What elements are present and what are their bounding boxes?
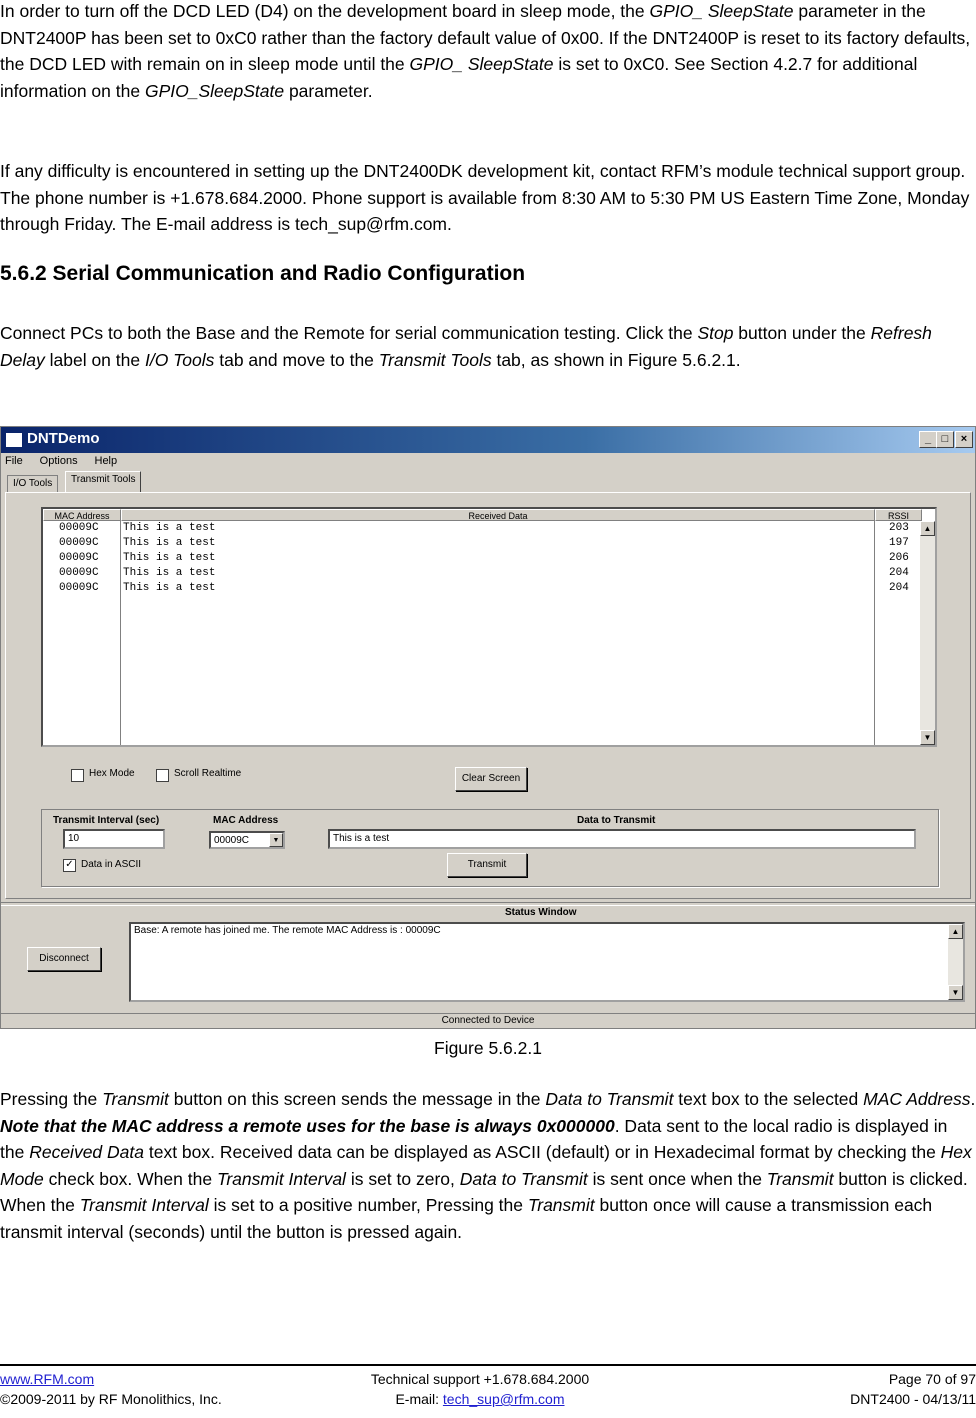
text-run: In order to turn off the DCD LED (D4) on the development board in sleep mode, the [0, 1, 650, 21]
scroll-up-icon[interactable]: ▲ [948, 924, 963, 939]
menu-bar [5, 455, 131, 471]
text-run: Connect PCs to both the Base and the Remote for serial communication testing. Click the [0, 323, 698, 343]
data-in-ascii-label: Data in ASCII [81, 859, 142, 870]
support-paragraph: If any difficulty is encountered in setting up the DNT2400DK development kit, contact RFM’s module technical support group. The phone number is +1.678.684.2000. Phone support is available from 8:30 AM to 5:30 PM US Eastern Time Zone, Monday through Friday. The E-mail address is tech_sup@rfm.com. [0, 161, 970, 234]
cell-data: This is a test [123, 582, 216, 594]
italic-term: Refresh Delay [0, 323, 932, 370]
italic-term: MAC Address [863, 1089, 971, 1109]
mac-address-label: MAC Address [213, 815, 279, 826]
email-link[interactable]: tech_sup@rfm.com [442, 1391, 565, 1407]
hex-mode-checkbox[interactable] [71, 769, 84, 782]
italic-term: Hex Mode [0, 1142, 972, 1189]
scroll-down-icon[interactable]: ▼ [948, 985, 963, 1000]
cell-data: This is a test [123, 522, 216, 534]
tab-io-tools[interactable]: I/O Tools [7, 475, 58, 492]
italic-term: Transmit Tools [378, 349, 492, 370]
text-run: check box. When the [43, 1168, 217, 1189]
text-run: tab and move to the [214, 349, 379, 370]
scroll-realtime-label: Scroll Realtime [174, 768, 242, 779]
scroll-realtime-checkbox[interactable] [156, 769, 169, 782]
footer-email [330, 1389, 630, 1409]
italic-term: Stop [697, 323, 734, 343]
italic-term: Transmit Interval [79, 1195, 209, 1215]
cell-rssi: 204 [889, 582, 909, 594]
website-link[interactable]: www.RFM.com [0, 1371, 95, 1387]
bold-note: Note that the MAC address a remote uses for the base is always 0x000000 [0, 1115, 615, 1136]
column-divider [874, 521, 875, 745]
italic-term: Transmit [527, 1195, 595, 1215]
scroll-down-icon[interactable]: ▼ [920, 730, 935, 745]
title-bar [1, 427, 975, 453]
italic-term: Transmit [102, 1089, 169, 1109]
data-to-transmit-label: Data to Transmit [577, 815, 656, 826]
cell-mac: 00009C [59, 537, 99, 549]
italic-term: Transmit [766, 1168, 834, 1189]
text-run: . Data sent to the local radio is displayed in the [0, 1115, 948, 1162]
cell-data: This is a test [123, 552, 216, 564]
footer-support: Technical support +1.678.684.2000 [370, 1371, 590, 1387]
disconnect-button[interactable]: Disconnect [27, 947, 101, 971]
dntdemo-window [0, 426, 976, 1029]
status-message: Base: A remote has joined me. The remote MAC Address is : 00009C [134, 925, 441, 936]
cell-mac: 00009C [59, 567, 99, 579]
transmit-interval-input[interactable]: 10 [63, 829, 165, 849]
maximize-button[interactable]: □ [936, 431, 954, 448]
transmit-interval-label: Transmit Interval (sec) [53, 815, 160, 826]
clear-screen-button[interactable]: Clear Screen [455, 767, 527, 791]
mac-address-select[interactable] [209, 831, 285, 849]
data-in-ascii-checkbox[interactable]: ✓ [63, 859, 76, 872]
text-run: label on the [44, 349, 145, 370]
cell-rssi: 204 [889, 567, 909, 579]
transmit-button[interactable]: Transmit [447, 853, 527, 877]
column-header-received[interactable]: Received Data [121, 509, 875, 521]
status-scrollbar[interactable] [948, 924, 963, 1000]
status-bar: Connected to Device [1, 1013, 975, 1028]
text-run: is set to a positive number, Pressing the [208, 1195, 528, 1215]
setup-paragraph [0, 320, 976, 373]
status-window-label: Status Window [505, 907, 577, 918]
text-run: button is clicked. When the [0, 1168, 968, 1215]
text-run: is set to zero, [345, 1168, 460, 1189]
mac-address-value: 00009C [214, 835, 250, 846]
cell-mac: 00009C [59, 522, 99, 534]
scroll-up-icon[interactable]: ▲ [920, 521, 935, 536]
figure-caption: Figure 5.6.2.1 [434, 1038, 542, 1058]
text-run: text box to the selected [673, 1089, 864, 1109]
footer-copyright: ©2009-2011 by RF Monolithics, Inc. [0, 1391, 222, 1407]
italic-term: Received Data [29, 1142, 144, 1162]
text-run: text box. Received data can be displayed as ASCII (default) or in Hexadecimal format by checking the [144, 1142, 941, 1162]
italic-term: Transmit Interval [216, 1168, 346, 1189]
minimize-button[interactable]: _ [919, 431, 937, 448]
footer-website-link[interactable] [0, 1369, 94, 1389]
text-run: tab, as shown in Figure 5.6.2.1. [491, 349, 741, 370]
cell-rssi: 206 [889, 552, 909, 564]
menu-options[interactable]: Options [39, 455, 78, 467]
footer-doc-id: DNT2400 - 04/13/11 [850, 1391, 976, 1407]
column-divider [120, 521, 121, 745]
italic-term: Data to Transmit [545, 1089, 674, 1109]
text-run: is set to 0xC0. See Section 4.2.7 for additional information on the [0, 54, 918, 101]
cell-data: This is a test [123, 567, 216, 579]
text-run: button once will cause a transmission each transmit interval (seconds) until the button is pressed again. [0, 1195, 933, 1242]
cell-mac: 00009C [59, 552, 99, 564]
italic-term: Data to Transmit [459, 1168, 588, 1189]
text-run: is sent once when the [587, 1168, 767, 1189]
menu-file[interactable]: File [5, 455, 23, 467]
list-scrollbar[interactable] [920, 521, 935, 745]
cell-rssi: 203 [889, 522, 909, 534]
italic-term: GPIO_SleepState [144, 80, 285, 101]
footer-divider [0, 1364, 976, 1366]
section-heading: 5.6.2 Serial Communication and Radio Configuration [0, 262, 526, 285]
received-data-list[interactable] [41, 507, 937, 747]
italic-term: GPIO_ SleepState [409, 54, 554, 74]
text-run: button on this screen sends the message in the [168, 1089, 546, 1109]
text-run: button under the [733, 323, 871, 343]
cell-mac: 00009C [59, 582, 99, 594]
italic-term: I/O Tools [144, 349, 215, 370]
text-run: Pressing the [0, 1089, 103, 1109]
window-title: DNTDemo [27, 430, 100, 447]
tab-transmit-tools[interactable]: Transmit Tools [65, 471, 141, 492]
close-button[interactable]: × [955, 431, 973, 448]
cell-data: This is a test [123, 537, 216, 549]
text-run: . [970, 1089, 976, 1109]
footer-page-number: Page 70 of 97 [888, 1371, 976, 1387]
column-header-mac[interactable]: MAC Address [43, 509, 121, 521]
app-icon [5, 432, 23, 448]
cell-rssi: 197 [889, 537, 909, 549]
menu-help[interactable]: Help [94, 455, 118, 467]
text-run: parameter in the DNT2400P has been set to 0xC0 rather than the factory default value of 0x00. If the DNT2400P is reset to its factory defaults, the DCD LED with remain on in sleep mode until the [0, 1, 971, 74]
intro-paragraph [0, 0, 976, 104]
status-window[interactable] [129, 922, 965, 1002]
column-header-rssi[interactable]: RSSI [875, 509, 922, 521]
transmit-paragraph [0, 1086, 976, 1245]
data-to-transmit-input[interactable]: This is a test [328, 829, 916, 849]
email-label: E-mail: [395, 1391, 443, 1407]
text-run: parameter. [284, 80, 373, 101]
divider [1, 902, 975, 906]
chevron-down-icon[interactable]: ▼ [269, 833, 283, 847]
hex-mode-label: Hex Mode [89, 768, 135, 779]
italic-term: GPIO_ SleepState [649, 1, 794, 21]
